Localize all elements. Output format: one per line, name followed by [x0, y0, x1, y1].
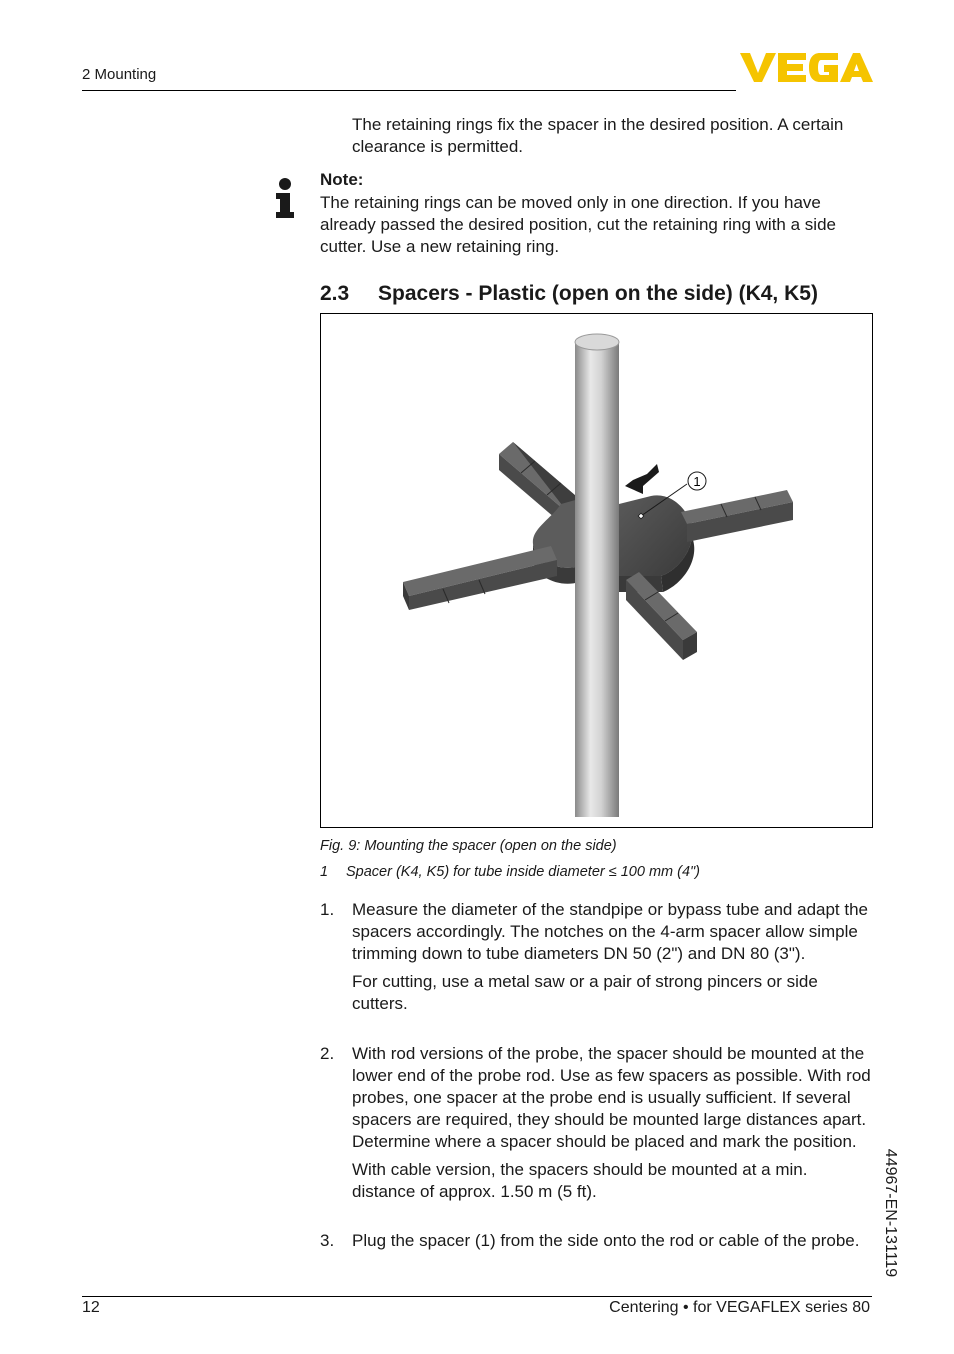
intro-paragraph: The retaining rings fix the spacer in the desired position. A certain clearance is permitted.	[352, 115, 844, 156]
running-header: 2 Mounting	[82, 66, 157, 83]
legend-number: 1	[320, 864, 329, 880]
footer-divider	[82, 1296, 872, 1297]
document-id-vertical	[875, 1138, 905, 1288]
section-number: 2.3	[320, 282, 350, 305]
mounting-arrow-icon	[625, 464, 659, 494]
list-item	[320, 899, 876, 1015]
figure-frame	[320, 313, 873, 828]
note-body: The retaining rings can be moved only in one direction. If you have already passed the desired position, cut the retaining ring with a side cutter. Use a new retaining ring.	[320, 193, 836, 256]
step-subtext: With cable version, the spacers should be mounted at a min. distance of approx. 1.50 m (5 ft).	[352, 1160, 808, 1201]
spacer-arm-left	[403, 546, 557, 610]
spacer-illustration	[321, 314, 872, 827]
note-title: Note:	[320, 170, 364, 189]
step-number: 2.	[320, 1044, 335, 1063]
list-item	[320, 1230, 876, 1252]
legend-text: Spacer (K4, K5) for tube inside diameter ≤ 100 mm (4")	[346, 864, 701, 880]
header-divider	[82, 90, 736, 91]
info-icon	[272, 176, 298, 220]
section-heading	[320, 282, 818, 306]
section-title: Spacers - Plastic (open on the side) (K4, K5)	[378, 282, 818, 305]
figure-caption: Fig. 9: Mounting the spacer (open on the side)	[320, 838, 617, 854]
step-number: 1.	[320, 900, 335, 919]
probe-rod	[575, 334, 619, 817]
document-id: 44967-EN-131119	[882, 1148, 899, 1278]
list-item	[320, 1043, 876, 1203]
spacer-arm-right	[681, 490, 793, 542]
step-text: With rod versions of the probe, the spacer should be mounted at the lower end of the probe rod. Use as few spacers as possible. With rod probes, one spacer at the probe end is usually sufficient. If several spacers are required, they should be mounted large distances apart. Determine where a spacer should be placed and mark the position.	[352, 1044, 871, 1151]
step-text: Measure the diameter of the standpipe or bypass tube and adapt the spacers accordingly. The notches on the 4-arm spacer allow simple trimming down to tube diameters DN 50 (2") and DN 80 (3").	[352, 900, 869, 963]
step-number: 3.	[320, 1231, 335, 1250]
vega-logo	[740, 50, 873, 84]
footer-title: Centering • for VEGAFLEX series 80	[609, 1299, 870, 1316]
step-text: Plug the spacer (1) from the side onto the rod or cable of the probe.	[352, 1231, 860, 1250]
step-subtext: For cutting, use a metal saw or a pair of strong pincers or side cutters.	[352, 972, 818, 1013]
figure-legend-item	[320, 864, 700, 880]
callout-label: 1	[693, 474, 701, 489]
page-number: 12	[82, 1299, 100, 1316]
